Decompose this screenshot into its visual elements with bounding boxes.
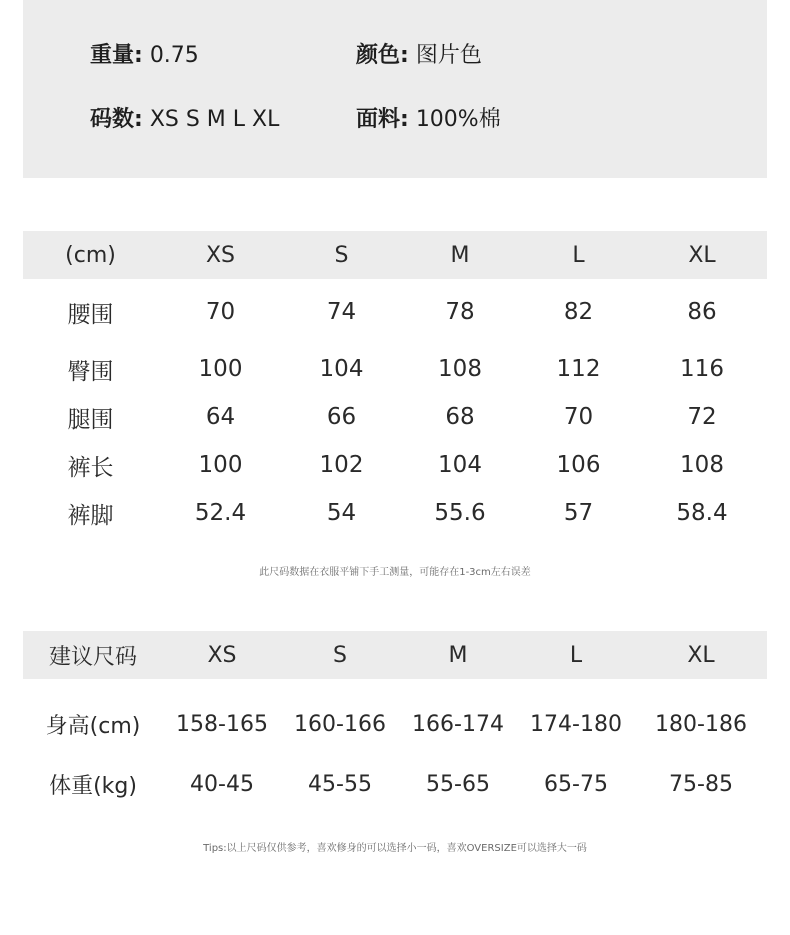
weight-label: 重量: bbox=[90, 43, 143, 68]
header-size-xl: XL bbox=[687, 642, 715, 668]
row-label: 身高(cm) bbox=[45, 713, 141, 739]
cell-value: 55-65 bbox=[426, 771, 490, 797]
table-row-length bbox=[23, 441, 767, 489]
cell-value: 180-186 bbox=[655, 711, 747, 737]
sizes-value: XS S M L XL bbox=[149, 107, 280, 132]
color-label: 颜色: bbox=[356, 43, 409, 68]
cell-value: 160-166 bbox=[294, 711, 386, 737]
header-size-s: S bbox=[333, 642, 347, 668]
header-size-l: L bbox=[569, 642, 583, 668]
header-unit: (cm) bbox=[65, 242, 116, 268]
cell-value: 104 bbox=[438, 452, 482, 478]
cell-value: 58.4 bbox=[676, 500, 728, 526]
cell-value: 57 bbox=[563, 500, 594, 526]
recommended-size-table bbox=[23, 631, 767, 814]
header-size-l: L bbox=[572, 242, 585, 268]
cell-value: 70 bbox=[563, 404, 594, 430]
material-value: 100%棉 bbox=[415, 107, 501, 132]
cell-value: 74 bbox=[326, 299, 357, 325]
cell-value: 72 bbox=[687, 404, 717, 430]
row-label: 体重(kg) bbox=[49, 773, 137, 799]
color-info bbox=[356, 41, 482, 71]
measurement-note: 此尺码数据在衣服平铺下手工测量，可能存在1-3cm左右误差 bbox=[259, 567, 531, 578]
material-info bbox=[356, 105, 501, 135]
cell-value: 54 bbox=[326, 500, 357, 526]
header-size-m: M bbox=[448, 642, 468, 668]
spacer-row bbox=[23, 679, 767, 694]
cell-value: 68 bbox=[445, 404, 475, 430]
table-row-hip bbox=[23, 345, 767, 393]
cell-value: 40-45 bbox=[190, 771, 254, 797]
sizes-label: 码数: bbox=[90, 107, 143, 132]
cell-value: 166-174 bbox=[412, 711, 504, 737]
table-row-waist bbox=[23, 279, 767, 345]
cell-value: 70 bbox=[205, 299, 236, 325]
cell-value: 64 bbox=[205, 404, 236, 430]
table-row-height bbox=[23, 694, 767, 754]
size-table-header bbox=[23, 231, 767, 279]
cell-value: 106 bbox=[556, 452, 601, 478]
cell-value: 86 bbox=[687, 299, 717, 325]
cell-value: 52.4 bbox=[194, 500, 247, 526]
cell-value: 75-85 bbox=[669, 771, 733, 797]
cell-value: 104 bbox=[319, 356, 364, 382]
cell-value: 65-75 bbox=[544, 771, 608, 797]
cell-value: 158-165 bbox=[176, 711, 268, 737]
cell-value: 174-180 bbox=[530, 711, 622, 737]
cell-value: 82 bbox=[563, 299, 594, 325]
product-info-panel bbox=[23, 0, 767, 178]
cell-value: 116 bbox=[680, 356, 724, 382]
cell-value: 55.6 bbox=[434, 500, 486, 526]
header-size-xs: XS bbox=[207, 642, 237, 668]
cell-value: 102 bbox=[319, 452, 364, 478]
material-label: 面料: bbox=[356, 107, 409, 132]
row-label: 腿围 bbox=[67, 406, 114, 433]
weight-value: 0.75 bbox=[149, 43, 199, 68]
header-size-s: S bbox=[334, 242, 349, 268]
color-value: 图片色 bbox=[415, 43, 482, 68]
tips-note: Tips:以上尺码仅供参考，喜欢修身的可以选择小一码，喜欢OVERSIZE可以选择大一码 bbox=[203, 843, 587, 854]
sizes-info bbox=[90, 105, 279, 135]
weight-info bbox=[90, 41, 199, 71]
header-size-xl: XL bbox=[688, 242, 716, 268]
header-recommend: 建议尺码 bbox=[48, 644, 137, 670]
table-row-thigh bbox=[23, 393, 767, 441]
size-measurement-table bbox=[23, 231, 767, 537]
row-label: 裤脚 bbox=[67, 502, 114, 529]
header-size-m: M bbox=[450, 242, 470, 268]
cell-value: 100 bbox=[198, 452, 243, 478]
row-label: 腰围 bbox=[67, 301, 114, 328]
cell-value: 66 bbox=[326, 404, 357, 430]
cell-value: 78 bbox=[445, 299, 475, 325]
cell-value: 108 bbox=[680, 452, 724, 478]
table-row-leg-opening bbox=[23, 489, 767, 537]
cell-value: 108 bbox=[438, 356, 482, 382]
cell-value: 100 bbox=[198, 356, 243, 382]
cell-value: 45-55 bbox=[308, 771, 372, 797]
table-row-weight bbox=[23, 754, 767, 814]
header-size-xs: XS bbox=[205, 242, 236, 268]
cell-value: 112 bbox=[556, 356, 601, 382]
recommend-table-header bbox=[23, 631, 767, 679]
row-label: 裤长 bbox=[67, 454, 114, 481]
row-label: 臀围 bbox=[67, 358, 114, 385]
